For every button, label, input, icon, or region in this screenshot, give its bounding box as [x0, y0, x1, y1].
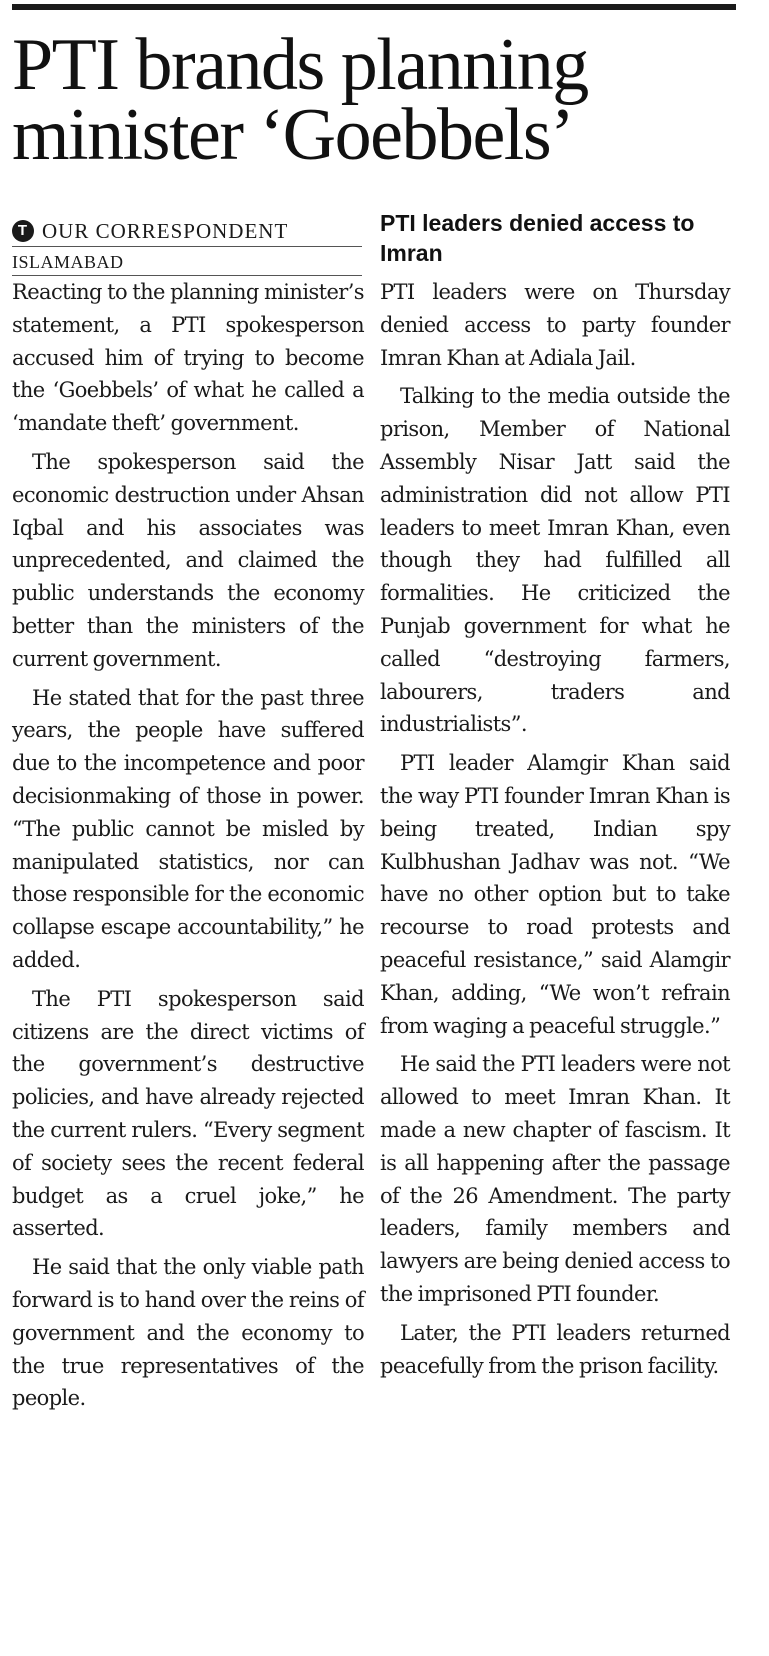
left-paragraph-2: The spokesperson said the economic destruction under Ahsan Iqbal and his associates was unprecedented, and claimed the public understands the economy better than the ministers of the current government.	[12, 449, 364, 671]
right-paragraph-5: Later, the PTI leaders returned peacefully from the prison facility.	[380, 1320, 730, 1378]
right-paragraph-2: Talking to the media outside the prison, Member of National Assembly Nisar Jatt said the administration did not allow PTI leaders to meet Imran Khan, even though they had fulfilled all formalities. He criticized the Punjab government for what he called “destroying farmers, labourers, traders and industrialists”.	[380, 384, 730, 737]
left-paragraph-4: The PTI spokesperson said citizens are the direct victims of the government’s destructive policies, and have already rejected the current rulers. “Every segment of society sees the recent federal budget as a cruel joke,” he asserted.	[12, 986, 364, 1241]
byline-correspondent: OUR CORRESPONDENT	[42, 218, 289, 243]
headline-line-2: minister ‘Goebbels’	[12, 94, 574, 176]
left-paragraph-1: Reacting to the planning minister’s statement, a PTI spokesperson accused him of trying to become the ‘Goebbels’ of what he called a ‘mandate theft’ government.	[12, 280, 364, 436]
right-paragraph-4: He said the PTI leaders were not allowed to meet Imran Khan. It made a new chapter of fascism. It is all happening after the passage of the 26 Amendment. The party leaders, family members and lawyers are being denied access to the imprisoned PTI founder.	[380, 1052, 730, 1306]
t-logo-icon: T	[12, 220, 34, 242]
left-paragraph-5: He said that the only viable path forward is to hand over the reins of government and the economy to the true representatives of the people.	[12, 1255, 364, 1411]
headline	[12, 24, 752, 176]
right-paragraph-3: PTI leader Alamgir Khan said the way PTI founder Imran Khan is being treated, Indian spy Kulbhushan Jadhav was not. “We have no other option but to take recourse to road protests and peaceful resistance,” said Alamgir Khan, adding, “We won’t refrain from waging a peaceful struggle.”	[380, 751, 730, 1038]
sidebar-subhead: PTI leaders denied access to Imran	[380, 210, 695, 266]
top-rule	[12, 4, 736, 10]
headline-line-1: PTI brands planning	[12, 24, 588, 106]
byline-correspondent-row	[12, 216, 362, 247]
right-paragraph-1: PTI leaders were on Thursday denied access to party founder Imran Khan at Adiala Jail.	[380, 280, 730, 370]
right-column	[380, 276, 730, 1388]
byline-location: ISLAMABAD	[12, 247, 362, 276]
left-paragraph-3: He stated that for the past three years, the people have suffered due to the incompetence and poor decisionmaking of those in power. “The public cannot be misled by manipulated statistics, nor can those responsible for the economic collapse escape accountability,” he added.	[12, 685, 364, 972]
left-column	[12, 276, 364, 1421]
byline	[12, 216, 362, 276]
